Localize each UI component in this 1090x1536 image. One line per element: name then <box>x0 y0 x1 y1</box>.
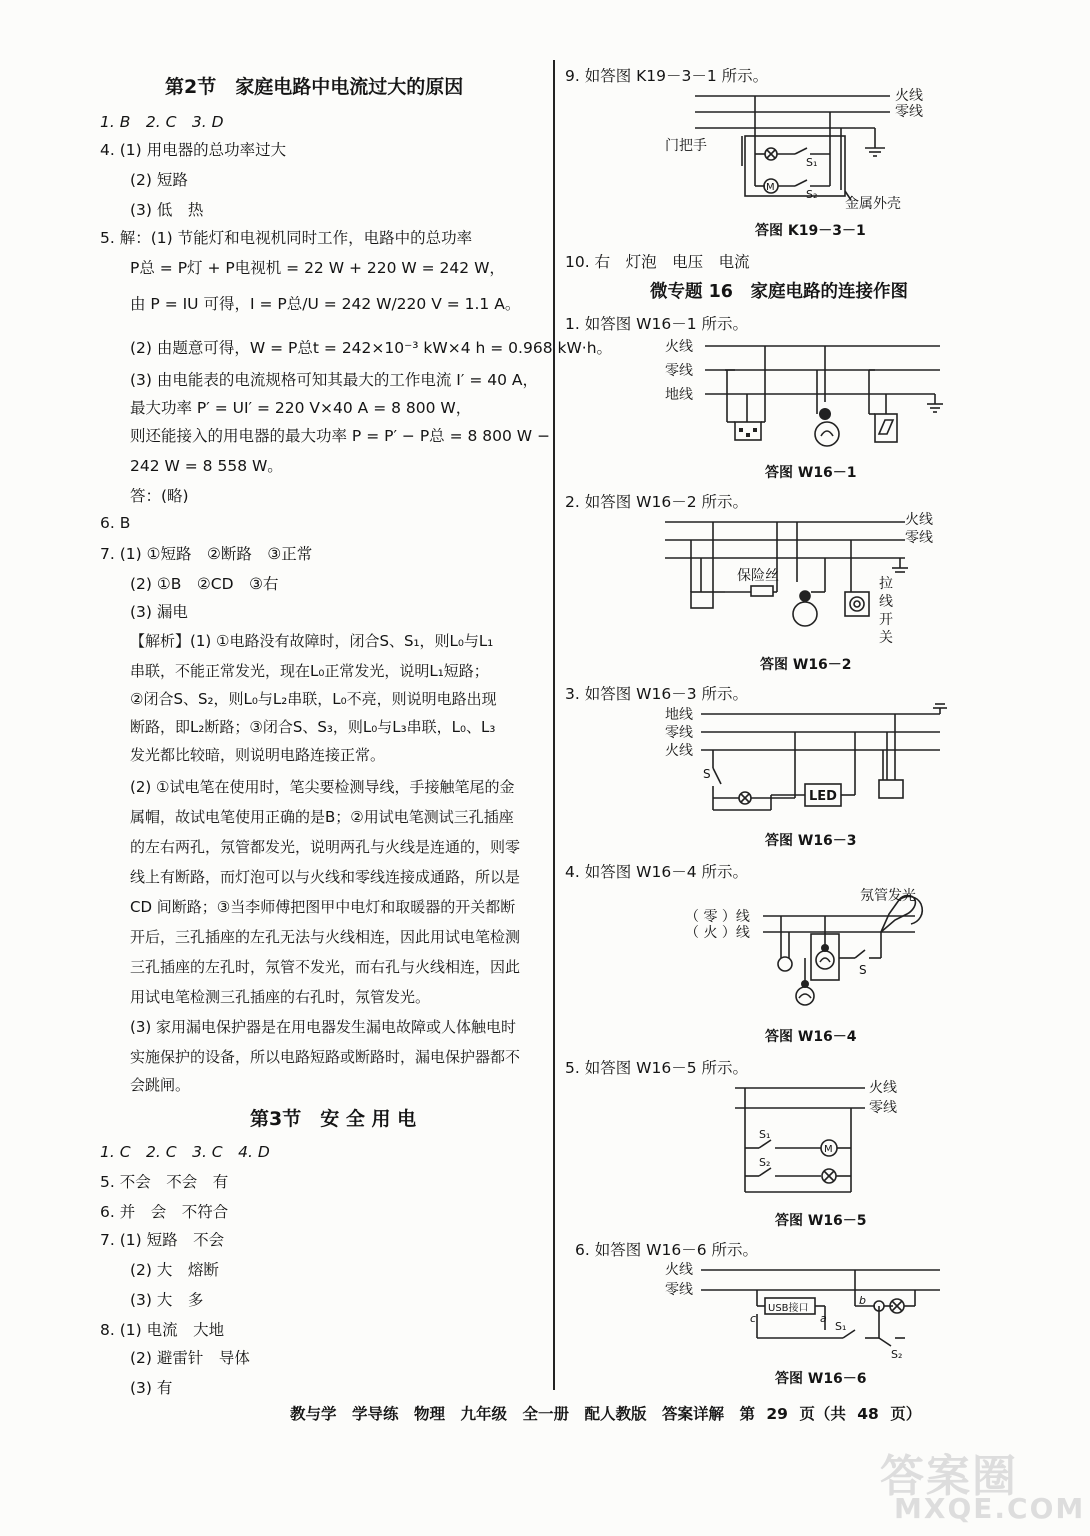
analysis-line: 实施保护的设备，所以电路短路或断路时，漏电保护器都不 <box>130 1048 521 1066</box>
topic16-title: 微专题 16 家庭电路的连接作图 <box>650 282 908 302</box>
analysis-line: CD 间断路；③当李师傅把图甲中电灯和取暖器的开关都断 <box>130 898 516 916</box>
w16-2-fuse-label: 保险丝 <box>737 568 779 584</box>
caption-k19: 答图 K19－3－1 <box>755 223 866 239</box>
caption-w16-1: 答图 W16－1 <box>765 465 857 481</box>
figure-w16-3 <box>665 702 955 822</box>
formula-line: (3) 由电能表的电流规格可知其最大的工作电流 I′ = 40 A， <box>130 371 538 389</box>
answer-line: (3) 漏电 <box>130 603 188 621</box>
column-divider <box>553 60 555 1390</box>
section2-title: 第2节 家庭电路中电流过大的原因 <box>165 76 464 98</box>
caption-w16-6: 答图 W16－6 <box>775 1371 867 1387</box>
w16-5-s1-label: S₁ <box>759 1128 771 1141</box>
analysis-line: 三孔插座的左孔时，氖管不发光，而右孔与火线相连，因此 <box>130 958 521 976</box>
answer-line: (2) 大 熔断 <box>130 1261 219 1279</box>
caption-w16-2: 答图 W16－2 <box>760 657 852 673</box>
analysis-line: 会跳闸。 <box>130 1076 191 1094</box>
answer-line: (2) 避雷针 导体 <box>130 1349 250 1367</box>
answer-line: 答：(略) <box>130 487 189 505</box>
w16-6-s2-label: S₂ <box>891 1348 903 1361</box>
w16-1-zero-label: 零线 <box>665 363 693 379</box>
k19-handle-label: 门把手 <box>665 138 707 154</box>
w16-3-s-label: S <box>703 767 711 781</box>
w16-6-b-label: b <box>859 1294 866 1307</box>
answer-line: (3) 大 多 <box>130 1291 204 1309</box>
w16-q1-text: 1. 如答图 W16－1 所示。 <box>565 315 748 333</box>
page-footer: 教与学 学导练 物理 九年级 全一册 配人教版 答案详解 第 29 页（共 48 页） <box>290 1405 922 1423</box>
w16-q2-text: 2. 如答图 W16－2 所示。 <box>565 493 748 511</box>
w16-4-neon-label: 氖管发光 <box>860 888 916 904</box>
w16-4-fire-label: （ 火 ）线 <box>685 925 750 941</box>
figure-w16-2 <box>655 512 955 646</box>
answer-line: 7. (1) 短路 不会 <box>100 1231 225 1249</box>
analysis-line: (3) 家用漏电保护器是在用电器发生漏电故障或人体触电时 <box>130 1018 517 1036</box>
formula-line: (2) 由题意可得，W = P总t = 242×10⁻³ kW×4 h = 0.968 kW·h。 <box>130 339 613 357</box>
answer-line: 6. 并 会 不符合 <box>100 1203 229 1221</box>
figure-w16-5 <box>725 1078 955 1198</box>
figure-w16-1 <box>665 334 955 464</box>
w16-2-pull: 拉 <box>879 576 893 592</box>
watermark-main: 答案圈 <box>880 1451 1018 1502</box>
k19-motor-symbol: M <box>766 182 775 193</box>
answer-line: (3) 有 <box>130 1379 173 1397</box>
k19-s1-label: S₁ <box>806 156 818 169</box>
analysis-line: 开后，三孔插座的左孔无法与火线相连，因此用试电笔检测 <box>130 928 521 946</box>
w16-q3-text: 3. 如答图 W16－3 所示。 <box>565 685 748 703</box>
w16-4-zero-label: （ 零 ）线 <box>685 909 750 925</box>
figure-w16-6 <box>665 1260 955 1370</box>
w16-5-zero-label: 零线 <box>869 1100 897 1116</box>
analysis-line: 断路，即L₂断路；③闭合S、S₃，则L₀与L₃串联，L₀、L₃ <box>130 718 496 736</box>
answer-line: (2) ①B ②CD ③右 <box>130 575 279 593</box>
caption-w16-3: 答图 W16－3 <box>765 833 857 849</box>
w16-3-led-label: LED <box>809 789 837 804</box>
w16-2-fire-label: 火线 <box>905 512 933 528</box>
analysis-line: 线上有断路，而灯泡可以与火线和零线连接成通路，所以是 <box>130 868 521 886</box>
w16-q5-text: 5. 如答图 W16－5 所示。 <box>565 1059 748 1077</box>
k19-zero-label: 零线 <box>895 104 923 120</box>
watermark-url: MXQE.COM <box>894 1492 1086 1525</box>
w16-6-zero-label: 零线 <box>665 1282 693 1298</box>
analysis-line: 串联，不能正常发光，现在L₀正常发光，说明L₁短路； <box>130 662 489 680</box>
formula-line: 最大功率 P′ = UI′ = 220 V×40 A = 8 800 W， <box>130 399 472 417</box>
w16-6-a-label: a <box>820 1312 827 1325</box>
w16-5-fire-label: 火线 <box>869 1080 897 1096</box>
caption-w16-4: 答图 W16－4 <box>765 1029 857 1045</box>
k19-s2-label: S₂ <box>806 188 818 201</box>
section3-title: 第3节 安 全 用 电 <box>250 1108 417 1130</box>
w16-5-motor-symbol: M <box>824 1144 833 1155</box>
answer-line: 6. B <box>100 514 131 532</box>
w16-2-zero-label: 零线 <box>905 530 933 546</box>
w16-6-c-label: c <box>750 1312 757 1325</box>
analysis-line: 的左右两孔，氖管都发光，说明两孔与火线是连通的，则零 <box>130 838 521 856</box>
q10-text: 10. 右 灯泡 电压 电流 <box>565 253 750 271</box>
formula-line: 242 W = 8 558 W。 <box>130 457 283 475</box>
analysis-line: 用试电笔检测三孔插座的右孔时，氖管发光。 <box>130 988 431 1006</box>
answer-line: (2) 短路 <box>130 171 188 189</box>
caption-w16-5: 答图 W16－5 <box>775 1213 867 1229</box>
w16-2-close: 关 <box>879 630 893 646</box>
w16-q4-text: 4. 如答图 W16－4 所示。 <box>565 863 748 881</box>
formula-line: 由 P = IU 可得，I = P总/U = 242 W/220 V = 1.1 A。 <box>130 295 521 313</box>
w16-1-fire-label: 火线 <box>665 339 693 355</box>
analysis-line: ②闭合S、S₂，则L₀与L₂串联，L₀不亮，则说明电路出现 <box>130 690 497 708</box>
w16-1-ground-label: 地线 <box>665 387 693 403</box>
answer-line: 5. 不会 不会 有 <box>100 1173 229 1191</box>
w16-6-fire-label: 火线 <box>665 1262 693 1278</box>
w16-3-ground-label: 地线 <box>665 707 693 723</box>
answer-line: 5. 解：(1) 节能灯和电视机同时工作，电路中的总功率 <box>100 229 473 247</box>
analysis-line: 属帽，故试电笔使用正确的是B；②用试电笔测试三孔插座 <box>130 808 514 826</box>
w16-2-line: 线 <box>879 594 893 610</box>
k19-fire-label: 火线 <box>895 88 923 104</box>
w16-3-zero-label: 零线 <box>665 725 693 741</box>
watermark-logo <box>880 1440 1086 1530</box>
answer-line: 8. (1) 电流 大地 <box>100 1321 225 1339</box>
formula-line: P总 = P灯 + P电视机 = 22 W + 220 W = 242 W， <box>130 259 505 277</box>
q9-text: 9. 如答图 K19－3－1 所示。 <box>565 67 769 85</box>
analysis-line: (2) ①试电笔在使用时，笔尖要检测导线，手接触笔尾的金 <box>130 778 515 796</box>
answer-line: 1. C 2. C 3. C 4. D <box>100 1143 270 1161</box>
answer-line: (3) 低 热 <box>130 201 204 219</box>
analysis-line: 发光都比较暗，则说明电路连接正常。 <box>130 746 386 764</box>
w16-6-usb-label: USB接口 <box>768 1303 809 1314</box>
k19-shell-label: 金属外壳 <box>845 196 901 212</box>
w16-3-fire-label: 火线 <box>665 743 693 759</box>
answer-line: 1. B 2. C 3. D <box>100 113 224 131</box>
w16-5-s2-label: S₂ <box>759 1156 771 1169</box>
w16-6-s1-label: S₁ <box>835 1320 847 1333</box>
figure-k19-3-1 <box>645 86 945 216</box>
w16-4-s-label: S <box>859 963 867 977</box>
analysis-line: 【解析】(1) ①电路没有故障时，闭合S、S₁，则L₀与L₁ <box>130 632 494 650</box>
w16-2-open: 开 <box>879 612 893 628</box>
formula-line: 则还能接入的用电器的最大功率 P = P′ − P总 = 8 800 W − <box>130 427 551 445</box>
w16-q6-text: 6. 如答图 W16－6 所示。 <box>575 1241 758 1259</box>
answer-line: 4. (1) 用电器的总功率过大 <box>100 141 287 159</box>
figure-w16-4 <box>685 880 955 1020</box>
answer-line: 7. (1) ①短路 ②断路 ③正常 <box>100 545 313 563</box>
